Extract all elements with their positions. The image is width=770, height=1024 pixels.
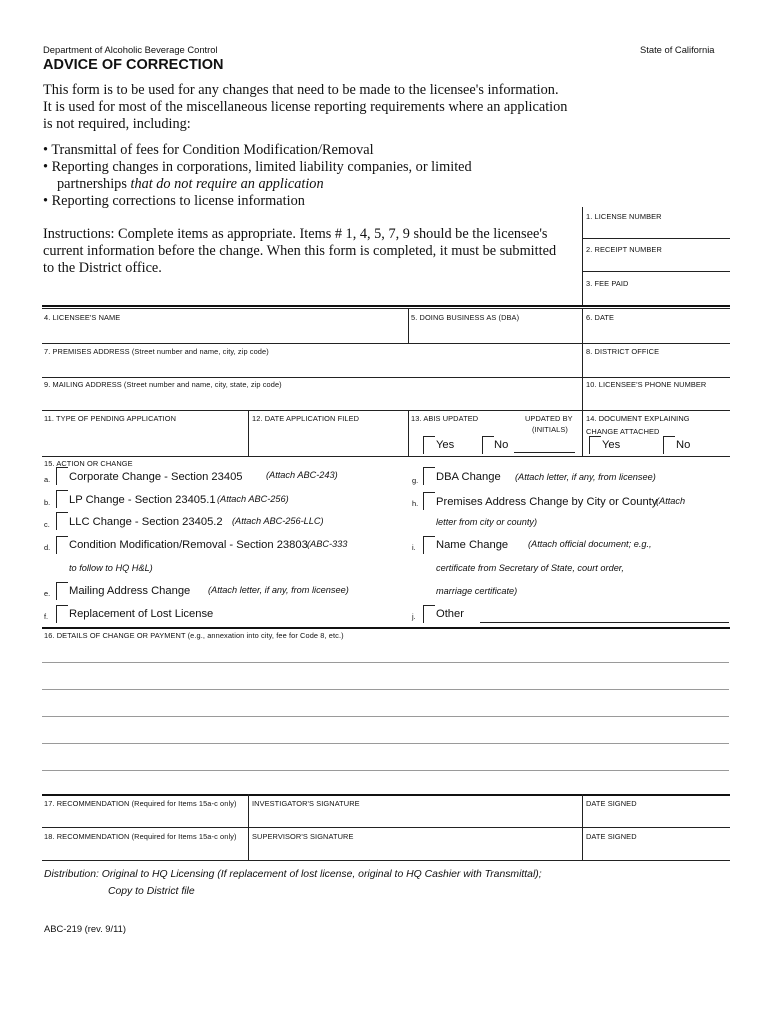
document-explaining-label: 14. DOCUMENT EXPLAINING	[586, 414, 690, 423]
action-b-label: LP Change - Section 23405.1	[69, 494, 216, 506]
intro-line-3: is not required, including:	[43, 116, 191, 132]
department-name: Department of Alcoholic Beverage Control	[43, 44, 218, 55]
bullet-fees: • Transmittal of fees for Condition Modification/Removal	[43, 142, 374, 158]
other-specify-input[interactable]	[480, 622, 729, 623]
action-h-note-continued: letter from city or county)	[436, 517, 538, 527]
action-j-checkbox[interactable]	[423, 605, 435, 623]
license-number-field[interactable]: 1. LICENSE NUMBER	[586, 212, 662, 221]
abis-updated-label: 13. ABIS UPDATED	[411, 414, 479, 423]
document-yes-checkbox[interactable]	[589, 436, 601, 454]
recommendation-18-field[interactable]: 18. RECOMMENDATION (Required for Items 15a-c only)	[44, 832, 237, 841]
action-b-checkbox[interactable]	[56, 490, 68, 508]
action-j-letter: j.	[412, 612, 416, 621]
action-f-letter: f.	[44, 612, 49, 621]
action-c-letter: c.	[44, 520, 50, 529]
updated-by-label: UPDATED BY	[525, 414, 573, 423]
document-no-label: No	[676, 439, 691, 451]
action-b-letter: b.	[44, 498, 51, 507]
premises-address-field[interactable]: 7. PREMISES ADDRESS (Street number and name, city, zip code)	[44, 347, 269, 356]
action-g-letter: g.	[412, 476, 419, 485]
action-c-note: (Attach ABC-256-LLC)	[232, 516, 324, 526]
action-h-note: (Attach	[656, 496, 686, 506]
investigator-signature-field[interactable]: INVESTIGATOR'S SIGNATURE	[252, 799, 360, 808]
dba-field[interactable]: 5. DOING BUSINESS AS (DBA)	[411, 313, 520, 322]
pending-application-field[interactable]: 11. TYPE OF PENDING APPLICATION	[44, 414, 177, 423]
intro-line-2: It is used for most of the miscellaneous license reporting requirements where an application	[43, 99, 568, 115]
change-attached-label: CHANGE ATTACHED	[586, 427, 660, 436]
district-office-field[interactable]: 8. DISTRICT OFFICE	[586, 347, 660, 356]
action-d-note-continued: to follow to HQ H&L)	[69, 563, 153, 573]
action-i-note-continued: certificate from Secretary of State, court order,	[436, 563, 624, 573]
action-d-checkbox[interactable]	[56, 536, 68, 554]
state-name: State of California	[640, 44, 715, 55]
action-h-label: Premises Address Change by City or County	[436, 496, 658, 508]
action-i-checkbox[interactable]	[423, 536, 435, 554]
recommendation-17-field[interactable]: 17. RECOMMENDATION (Required for Items 15a-c only)	[44, 799, 237, 808]
action-f-label: Replacement of Lost License	[69, 608, 214, 620]
details-line-3[interactable]	[42, 716, 729, 717]
abis-no-label: No	[494, 439, 509, 451]
grid-col	[582, 308, 583, 456]
grid-col	[248, 410, 249, 456]
action-i-label: Name Change	[436, 539, 509, 551]
action-j-label: Other	[436, 608, 464, 620]
action-i-letter: i.	[412, 543, 416, 552]
supervisor-signature-field[interactable]: SUPERVISOR'S SIGNATURE	[252, 832, 354, 841]
investigator-date-field[interactable]: DATE SIGNED	[586, 799, 637, 808]
date-field[interactable]: 6. DATE	[586, 313, 615, 322]
grid-rule	[42, 377, 730, 378]
bullet-corrections: • Reporting corrections to license information	[43, 193, 305, 209]
document-no-checkbox[interactable]	[663, 436, 675, 454]
action-d-note: (ABC-333	[307, 539, 348, 549]
divider	[582, 238, 730, 239]
grid-col	[408, 410, 409, 456]
action-b-note: (Attach ABC-256)	[217, 494, 289, 504]
field-column-divider	[582, 207, 583, 305]
grid-rule	[42, 343, 730, 344]
bullet-partnerships-italic: that do not require an application	[130, 176, 324, 192]
action-h-checkbox[interactable]	[423, 492, 435, 510]
instructions-line-1: Instructions: Complete items as appropriate. Items # 1, 4, 5, 7, 9 should be the licensee's	[43, 226, 548, 242]
action-d-label: Condition Modification/Removal - Section 23803	[69, 539, 308, 551]
details-line-4[interactable]	[42, 743, 729, 744]
action-h-letter: h.	[412, 499, 419, 508]
action-g-note: (Attach letter, if any, from licensee)	[515, 472, 656, 482]
bullet-partnerships-text: partnerships	[57, 176, 127, 192]
intro-paragraph	[43, 82, 567, 133]
action-a-label: Corporate Change - Section 23405	[69, 471, 243, 483]
section-rule	[42, 827, 730, 828]
details-line-5[interactable]	[42, 770, 729, 771]
action-a-letter: a.	[44, 475, 51, 484]
mailing-address-field[interactable]: 9. MAILING ADDRESS (Street number and name, city, state, zip code)	[44, 380, 282, 389]
supervisor-date-field[interactable]: DATE SIGNED	[586, 832, 637, 841]
action-e-label: Mailing Address Change	[69, 585, 191, 597]
date-filed-field[interactable]: 12. DATE APPLICATION FILED	[252, 414, 360, 423]
abis-no-checkbox[interactable]	[482, 436, 494, 454]
bullet-corporations: • Reporting changes in corporations, limited liability companies, or limited	[43, 159, 472, 175]
distribution-line-2: Copy to District file	[108, 886, 195, 897]
form-number: ABC-219 (rev. 9/11)	[44, 923, 126, 934]
instructions-line-2: current information before the change. When this form is completed, it must be submitted	[43, 243, 557, 259]
bullet-partnerships	[43, 176, 472, 193]
document-yes-label: Yes	[602, 439, 621, 451]
grid-top-rule	[42, 305, 730, 307]
phone-field[interactable]: 10. LICENSEE'S PHONE NUMBER	[586, 380, 707, 389]
abis-yes-checkbox[interactable]	[423, 436, 435, 454]
action-a-note: (Attach ABC-243)	[266, 470, 338, 480]
intro-bullets	[43, 142, 472, 210]
grid-col	[248, 794, 249, 860]
receipt-number-field[interactable]: 2. RECEIPT NUMBER	[586, 245, 662, 254]
action-c-checkbox[interactable]	[56, 512, 68, 530]
licensee-name-field[interactable]: 4. LICENSEE'S NAME	[44, 313, 121, 322]
page-title: ADVICE OF CORRECTION	[43, 57, 224, 73]
action-g-label: DBA Change	[436, 471, 501, 483]
action-e-letter: e.	[44, 589, 51, 598]
instructions	[43, 226, 556, 277]
action-g-checkbox[interactable]	[423, 467, 435, 485]
grid-rule	[42, 456, 730, 457]
action-f-checkbox[interactable]	[56, 605, 68, 623]
grid-rule	[42, 308, 730, 309]
action-d-letter: d.	[44, 543, 51, 552]
grid-col	[408, 308, 409, 343]
details-line-1[interactable]	[42, 662, 729, 663]
action-i-note-continued-2: marriage certificate)	[436, 586, 518, 596]
action-i-note: (Attach official document; e.g.,	[528, 539, 652, 549]
grid-col	[582, 794, 583, 860]
action-e-checkbox[interactable]	[56, 582, 68, 600]
divider	[582, 271, 730, 272]
details-line-2[interactable]	[42, 689, 729, 690]
details-label: 16. DETAILS OF CHANGE OR PAYMENT (e.g., annexation into city, fee for Code 8, etc.)	[44, 631, 344, 640]
distribution-line-1: Distribution: Original to HQ Licensing (If replacement of lost license, original to HQ Cashier with Transmittal);	[44, 869, 542, 880]
section-rule	[42, 860, 730, 861]
intro-line-1: This form is to be used for any changes that need to be made to the licensee's information.	[43, 82, 559, 98]
section-rule	[42, 794, 730, 796]
instructions-line-3: to the District office.	[43, 260, 162, 276]
action-or-change-label: 15. ACTION OR CHANGE	[44, 459, 133, 468]
action-e-note: (Attach letter, if any, from licensee)	[208, 585, 349, 595]
fee-paid-field[interactable]: 3. FEE PAID	[586, 279, 629, 288]
section-rule	[42, 627, 730, 629]
initials-input[interactable]	[514, 452, 575, 453]
action-c-label: LLC Change - Section 23405.2	[69, 516, 223, 528]
abis-yes-label: Yes	[436, 439, 455, 451]
initials-label: (INITIALS)	[532, 425, 568, 434]
action-a-checkbox[interactable]	[56, 467, 68, 485]
grid-rule	[42, 410, 730, 411]
